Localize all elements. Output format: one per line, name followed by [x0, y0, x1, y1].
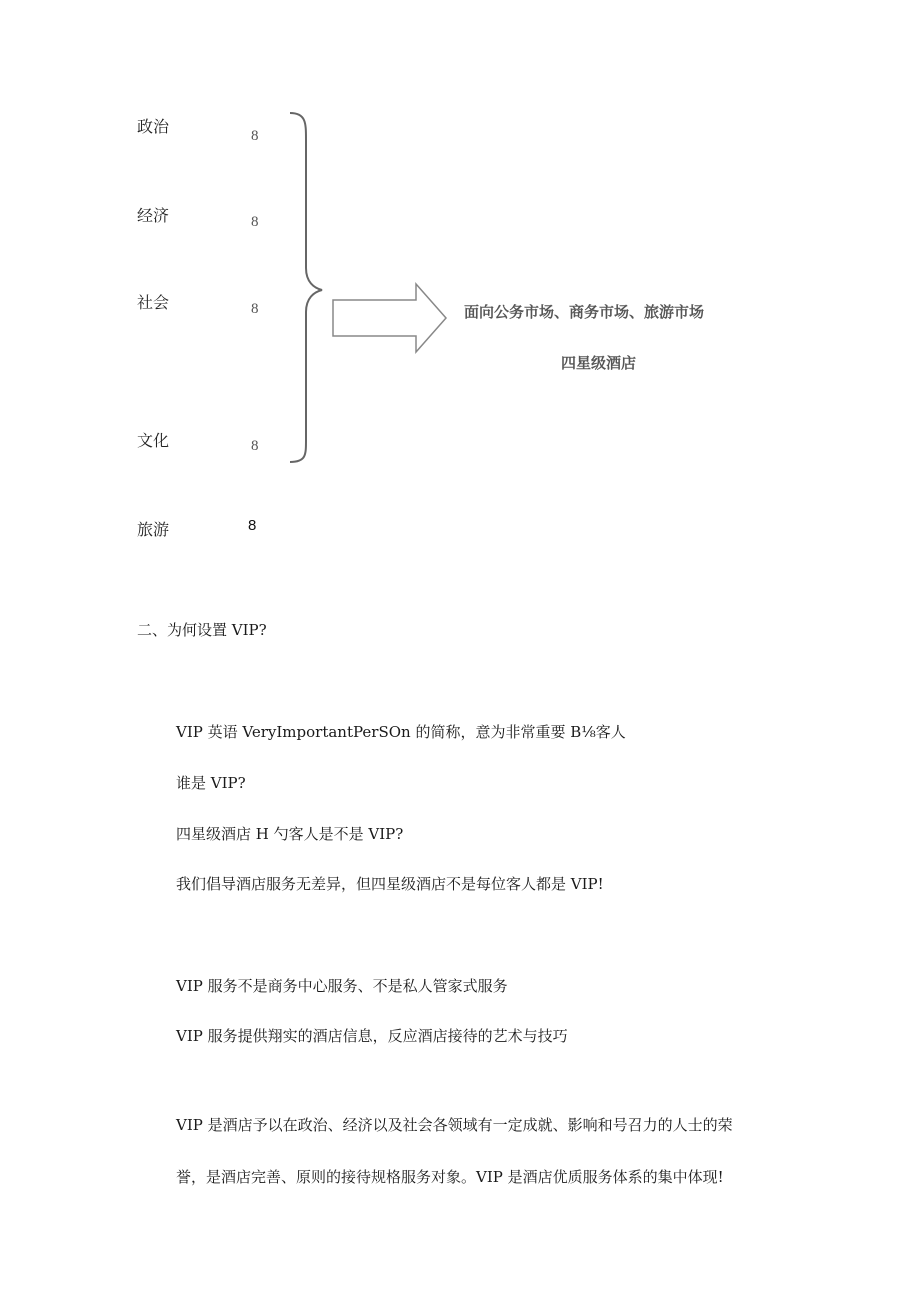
paragraph-vip-definition: VIP 英语 VeryImportantPerSOn 的简称，意为非常重要 B⅛客人 — [176, 723, 626, 741]
category-value-tourism: 8 — [248, 517, 257, 534]
category-label-tourism: 旅游 — [137, 520, 170, 539]
paragraph-service-provides: VIP 服务提供翔实的酒店信息，反应酒店接待的艺术与技巧 — [176, 1027, 568, 1045]
category-label-economy: 经济 — [137, 206, 170, 225]
paragraph-guest-question: 四星级酒店 H 勺客人是不是 VIP? — [176, 825, 404, 843]
paragraph-vip-honor-line2: 誉，是酒店完善、原则的接待规格服务对象。VIP 是酒店优质服务体系的集中体现! — [176, 1168, 724, 1186]
target-hotel-class-text: 四星级酒店 — [561, 354, 637, 372]
curly-brace — [290, 113, 322, 462]
category-value-society: 8 — [251, 301, 259, 317]
category-label-society: 社会 — [137, 293, 170, 312]
paragraph-vip-honor-line1: VIP 是酒店予以在政治、经济以及社会各领域有一定成就、影响和号召力的人士的荣 — [176, 1116, 733, 1134]
paragraph-service-principle: 我们倡导酒店服务无差异，但四星级酒店不是每位客人都是 VIP! — [176, 875, 604, 893]
category-value-culture: 8 — [251, 438, 259, 454]
category-label-politics: 政治 — [137, 117, 170, 136]
category-label-culture: 文化 — [137, 431, 170, 450]
category-value-economy: 8 — [251, 214, 259, 230]
target-markets-text: 面向公务市场、商务市场、旅游市场 — [464, 303, 705, 321]
paragraph-service-not: VIP 服务不是商务中心服务、不是私人管家式服务 — [176, 977, 508, 995]
section-heading: 二、为何设置 VIP? — [137, 621, 267, 639]
right-arrow — [333, 284, 446, 352]
paragraph-who-is-vip: 谁是 VIP? — [176, 774, 246, 792]
category-value-politics: 8 — [251, 128, 259, 144]
